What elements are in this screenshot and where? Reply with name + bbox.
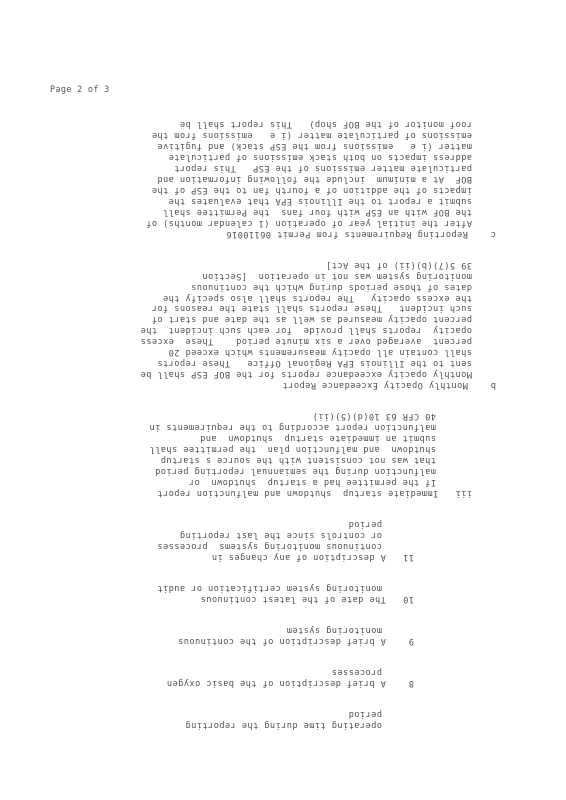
body-text-line: emissions of particulate matter (i e emissions from the [151,129,472,140]
body-text-line: the BOF with an ESP with four fans the Permittee shall [162,206,472,217]
body-text-line: shutdown and malfunction plan the permittee shall [149,444,436,455]
body-text-line: sent to the Illinois EPA Regional Office These reports [157,358,472,369]
body-text-line: iii Immediate startup shutdown and malfunction report [157,488,472,498]
body-text-line: particulate matter emissions of the ESP This report [173,162,472,173]
body-text-line: shall contain all opacity measurements which exceed 20 [168,347,472,358]
body-text-line: impacts of the addition of a fourth fan to the ESP of the [151,184,472,195]
body-text-line: period [348,709,382,720]
body-text-line: BOF At a minimum include the following information and [157,173,472,184]
body-text-line: submit a report to the Illinois EPA that evaluates the [168,195,472,206]
body-text-line: the excess opacity The reports shall also specify the [162,292,472,303]
page-number-label: Page 2 of 3 [50,85,110,95]
body-text-line: If the permittee had a startup shutdown or [188,477,436,488]
body-text-line: such incident These reports shall state the reasons for [151,303,472,314]
body-text-line: 11 A description of any changes in [211,551,414,562]
body-text-line: 8 A brief description of the basic oxygen [166,677,414,688]
body-text-line: matter (i e emissions from the ESP stack) and fugitive [157,140,472,151]
body-text-line: Monthly opacity exceedance reports for the BOF ESP shall be [140,369,472,380]
body-text-line: that was not consistent with the source s startup [160,455,436,466]
body-text-line: opacity reports shall provide for each such incident the [140,325,472,336]
body-text-line: 10 The date of the latest continuous [200,593,414,604]
body-text-line: operating time during the reporting [185,720,382,730]
body-text-line: dates of those periods during which the continuous [190,281,472,292]
body-text-line: percent averaged over a six minute period These excess [140,336,472,347]
body-text-line: monitoring system [286,625,382,636]
body-text-line: 40 CFR 63 10(d)(5)(ii) [312,411,436,422]
body-text-line: 9 A brief description of the continuous [177,635,414,646]
body-text-line: malfunction report according to the requirements in [149,422,436,433]
body-text-line: monitoring system was not in operation [Section [202,270,472,281]
body-text-line: c Reporting Requirements from Permit 06110016 [226,228,496,239]
body-text-line: continuous monitoring systems processes [157,540,382,551]
body-text-line: malfunction during the semiannual reporting period [154,466,436,477]
body-text-line: 39 5(7)(b)(ii) of the Act] [325,259,472,270]
body-text-line: roof monitor of the BOF shop) This report shall be [179,118,472,129]
inverted-document-body [108,118,496,730]
body-text-line: period [348,519,382,530]
body-text-line: percent opacity measured as well as the date and start of [151,314,472,325]
body-text-line: monitoring system certification or audit [157,583,382,593]
body-text-line: address impacts on both stack emissions of particulate [168,151,472,162]
body-text-line: or controls since the last reporting [179,530,382,541]
body-text-line: submit an immediate startup shutdown and [199,433,436,444]
body-text-line: processes [331,667,382,678]
body-text-line: b Monthly Opacity Exceedance Report [282,380,496,391]
body-text-line: After the initial year of operation (1 calendar months) of [145,217,472,228]
